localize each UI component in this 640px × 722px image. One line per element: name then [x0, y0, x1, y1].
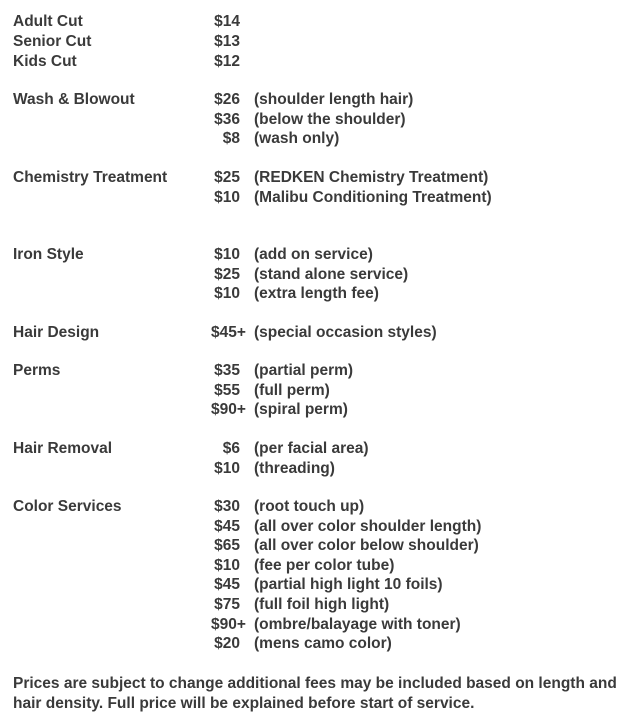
service-price: $25: [214, 169, 240, 186]
service-price: $20: [214, 635, 240, 653]
price-row: [0, 497, 640, 517]
service-price: $10: [214, 285, 240, 303]
price-row: [0, 556, 640, 576]
price-row: [0, 381, 640, 401]
service-name: Chemistry Treatment: [13, 169, 168, 186]
service-name: Senior Cut: [13, 33, 92, 50]
price-row: [0, 323, 640, 343]
service-note: (shoulder length hair): [254, 91, 414, 108]
service-price: $10: [214, 246, 240, 263]
service-price: $35: [214, 362, 240, 379]
price-row: [0, 634, 640, 654]
price-row: [0, 265, 640, 285]
service-price: $45: [214, 576, 240, 594]
service-price: $25: [214, 265, 240, 283]
service-note: (below the shoulder): [254, 110, 406, 128]
price-disclaimer: Prices are subject to change additional fees may be included based on length and hair density. Full price will be explained before start of service.: [13, 675, 617, 712]
price-row: [0, 536, 640, 556]
price-row: [0, 284, 640, 304]
service-price: $26: [214, 91, 240, 108]
service-name: Hair Design: [13, 324, 100, 341]
price-row: [0, 595, 640, 615]
service-note: (stand alone service): [254, 265, 409, 283]
service-note: (mens camo color): [254, 635, 392, 653]
service-name: Color Services: [13, 498, 122, 515]
service-note: (special occasion styles): [254, 324, 437, 341]
service-name: Hair Removal: [13, 440, 113, 457]
service-note: (root touch up): [254, 498, 365, 515]
service-name: Wash & Blowout: [13, 91, 135, 108]
price-row: [0, 615, 640, 635]
service-note: (per facial area): [254, 440, 369, 457]
service-note: (spiral perm): [254, 401, 348, 419]
service-price: $14: [214, 13, 240, 30]
price-row: [0, 245, 640, 265]
service-note: (REDKEN Chemistry Treatment): [254, 169, 489, 186]
service-note: (all over color below shoulder): [254, 537, 479, 555]
service-price: $30: [214, 498, 240, 515]
service-price: $10: [214, 188, 240, 206]
service-note: (all over color shoulder length): [254, 517, 482, 535]
service-price: $36: [214, 110, 240, 128]
service-price: $10: [214, 556, 240, 574]
service-price: $10: [214, 459, 240, 477]
service-note: (full perm): [254, 381, 330, 399]
price-row: [0, 110, 640, 130]
price-row: [0, 188, 640, 208]
service-price: $75: [214, 596, 240, 613]
service-note: (wash only): [254, 130, 340, 148]
price-row: [0, 90, 640, 110]
service-price: $8: [222, 130, 240, 148]
service-note: (partial high light 10 foils): [254, 576, 443, 594]
price-row: [0, 575, 640, 595]
price-row: [0, 439, 640, 459]
service-note: (extra length fee): [254, 285, 379, 303]
service-price: $55: [214, 381, 240, 399]
service-note: (threading): [254, 459, 335, 477]
price-row: [0, 129, 640, 149]
service-price: $6: [222, 440, 240, 457]
service-price: $12: [214, 53, 240, 70]
price-row: [0, 517, 640, 537]
service-note: (add on service): [254, 246, 373, 263]
service-note: (Malibu Conditioning Treatment): [254, 188, 492, 206]
service-price: $65: [214, 537, 240, 555]
service-price: $45: [214, 517, 240, 535]
service-name: Perms: [13, 362, 61, 379]
service-note: (partial perm): [254, 362, 354, 379]
service-note: (ombre/balayage with toner): [254, 615, 461, 633]
service-price: $45+: [211, 324, 246, 341]
service-price: $90+: [211, 615, 246, 633]
price-row: [0, 12, 640, 32]
service-name: Kids Cut: [13, 53, 77, 70]
price-row: [0, 361, 640, 381]
service-price: $13: [214, 33, 240, 50]
price-row: [0, 459, 640, 479]
price-row: [0, 32, 640, 52]
service-note: (full foil high light): [254, 596, 390, 613]
price-row: [0, 52, 640, 72]
price-row: [0, 400, 640, 420]
service-price: $90+: [211, 401, 246, 419]
service-name: Adult Cut: [13, 13, 83, 30]
price-row: [0, 168, 640, 188]
service-note: (fee per color tube): [254, 556, 395, 574]
service-name: Iron Style: [13, 246, 84, 263]
